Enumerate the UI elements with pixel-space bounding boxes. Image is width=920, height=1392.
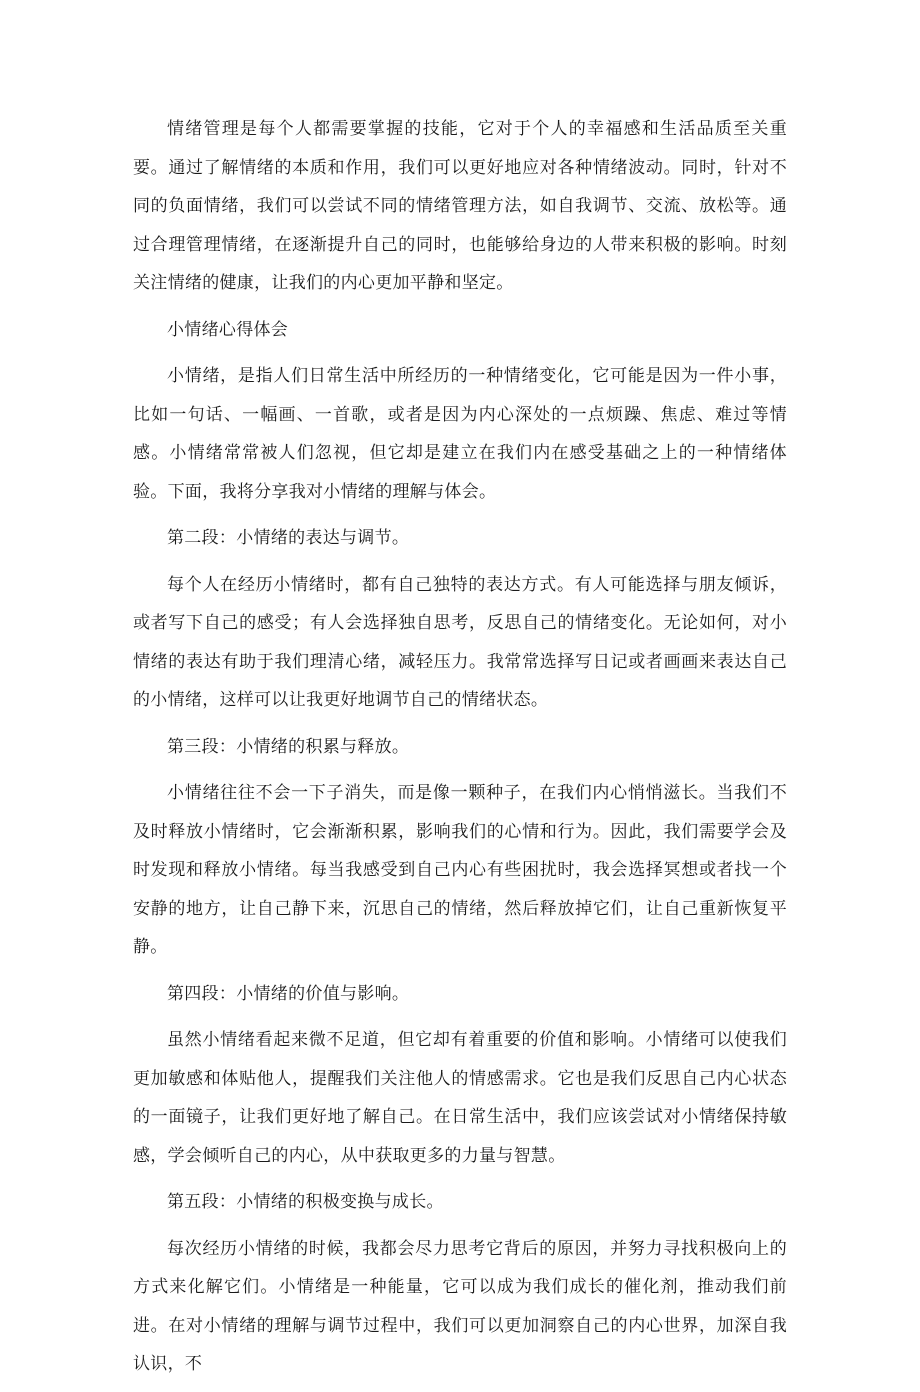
intro-paragraph: 情绪管理是每个人都需要掌握的技能，它对于个人的幸福感和生活品质至关重要。通过了解情绪的本质和作用，我们可以更好地应对各种情绪波动。同时，针对不同的负面情绪，我们可以尝试不同的情绪管理方法，如自我调节、交流、放松等。通过合理管理情绪，在逐渐提升自己的同时，也能够给身边的人带来积极的影响。时刻关注情绪的健康，让我们的内心更加平静和坚定。 xyxy=(133,119,787,293)
section-heading-2: 第二段：小情绪的表达与调节。 xyxy=(167,528,410,548)
section-title: 小情绪心得体会 xyxy=(167,319,289,340)
section-heading-3: 第三段：小情绪的积累与释放。 xyxy=(167,736,410,757)
document-page xyxy=(133,110,787,1392)
body-paragraph-4: 虽然小情绪看起来微不足道，但它却有着重要的价值和影响。小情绪可以使我们更加敏感和体贴他人，提醒我们关注他人的情感需求。它也是我们反思自己内心状态的一面镜子，让我们更好地了解自己。在日常生活中，我们应该尝试对小情绪保持敏感，学会倾听自己的内心，从中获取更多的力量与智慧。 xyxy=(133,1030,787,1166)
body-paragraph-2: 每个人在经历小情绪时，都有自己独特的表达方式。有人可能选择与朋友倾诉，或者写下自己的感受；有人会选择独自思考，反思自己的情绪变化。无论如何，对小情绪的表达有助于我们理清心绪，减轻压力。我常常选择写日记或者画画来表达自己的小情绪，这样可以让我更好地调节自己的情绪状态。 xyxy=(133,574,787,710)
section-heading-5: 第五段：小情绪的积极变换与成长。 xyxy=(167,1192,444,1212)
body-paragraph-5: 每次经历小情绪的时候，我都会尽力思考它背后的原因，并努力寻找积极向上的方式来化解它们。小情绪是一种能量，它可以成为我们成长的催化剂，推动我们前进。在对小情绪的理解与调节过程中，我们可以更加洞察自己的内心世界，加深自我认识，不 xyxy=(133,1238,787,1374)
section-heading-4: 第四段：小情绪的价值与影响。 xyxy=(167,983,410,1004)
body-paragraph-3: 小情绪往往不会一下子消失，而是像一颗种子，在我们内心悄悄滋长。当我们不及时释放小情绪时，它会渐渐积累，影响我们的心情和行为。因此，我们需要学会及时发现和释放小情绪。每当我感受到自己内心有些困扰时，我会选择冥想或者找一个安静的地方，让自己静下来，沉思自己的情绪，然后释放掉它们，让自己重新恢复平静。 xyxy=(133,783,787,957)
body-paragraph-1: 小情绪，是指人们日常生活中所经历的一种情绪变化，它可能是因为一件小事，比如一句话、一幅画、一首歌，或者是因为内心深处的一点烦躁、焦虑、难过等情感。小情绪常常被人们忽视，但它却是建立在我们内在感受基础之上的一种情绪体验。下面，我将分享我对小情绪的理解与体会。 xyxy=(133,366,787,502)
